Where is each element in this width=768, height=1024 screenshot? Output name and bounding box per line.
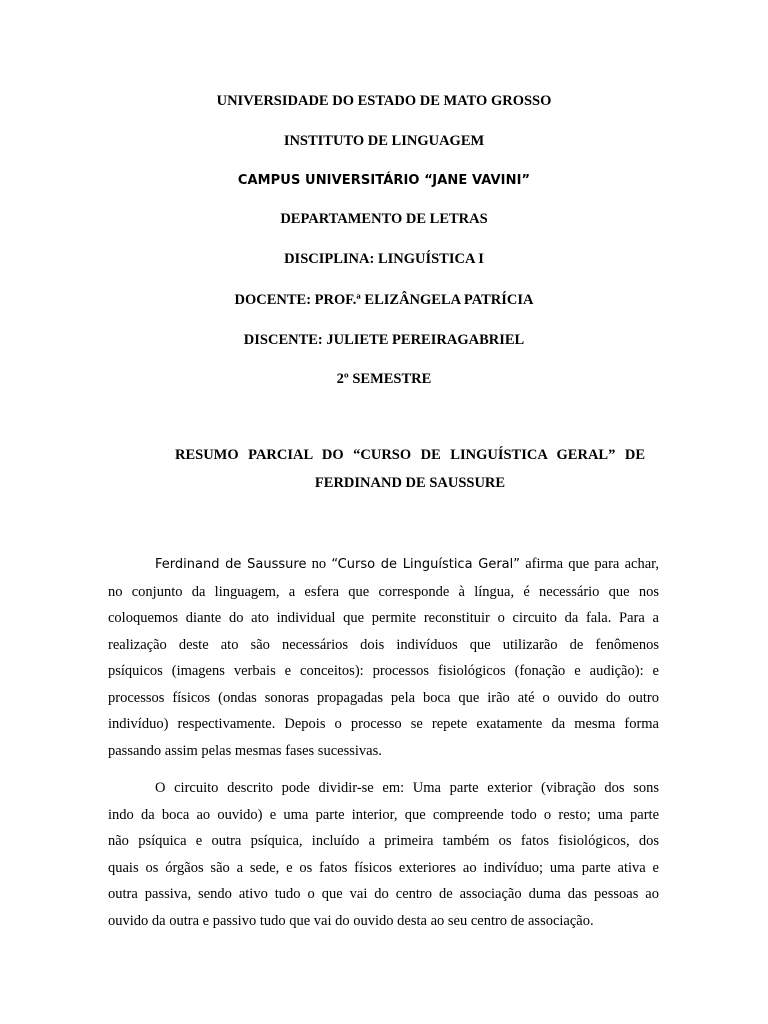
student-name: DISCENTE: JULIETE PEREIRAGABRIEL [243, 332, 525, 348]
paragraph-1-line: processos físicos (ondas sonoras propagadas pela boca que irão até o ouvido do outro [108, 689, 659, 706]
paragraph-1-line: no conjunto da linguagem, a esfera que corresponde à língua, é necessário que nos [108, 583, 659, 600]
department-name: DEPARTAMENTO DE LETRAS [280, 211, 488, 227]
paragraph-2-line: não psíquica e outra psíquica, incluído a primeira também os fatos fisiológicos, dos [108, 833, 659, 849]
paragraph-2-line: outra passiva, sendo ativo tudo o que vai do centro de associação duma das pessoas ao [108, 886, 659, 902]
paragraph-1-line: passando assim pelas mesmas fases sucessivas. [108, 742, 382, 759]
paragraph-2-line: ouvido da outra e passivo tudo que vai do ouvido desta ao seu centro de associação. [108, 912, 594, 929]
title-line-2: FERDINAND DE SAUSSURE [314, 475, 506, 491]
paragraph-2 [108, 775, 659, 934]
title-line-1: RESUMO PARCIAL DO “CURSO DE LINGUÍSTICA GERAL” DE [175, 447, 645, 463]
paragraph-1-line: psíquicos (imagens verbais e conceitos): processos fisiológicos (fonação e audição): e [108, 663, 659, 679]
paragraph-2-line: O circuito descrito pode dividir-se em: Uma parte exterior (vibração dos sons [155, 780, 659, 796]
paragraph-1 [108, 551, 659, 764]
paragraph-1-line: indivíduo) respectivamente. Depois o processo se repete exatamente da mesma forma [108, 716, 659, 732]
semester: 2º SEMESTRE [336, 371, 432, 387]
discipline-name: DISCIPLINA: LINGUÍSTICA I [284, 251, 484, 267]
institute-name: INSTITUTO DE LINGUAGEM [283, 133, 485, 149]
university-name: UNIVERSIDADE DO ESTADO DE MATO GROSSO [216, 93, 552, 109]
document-title [175, 441, 645, 497]
paragraph-1-line: Ferdinand de Saussure no “Curso de Linguística Geral” afirma que para achar, [155, 556, 660, 572]
paragraph-1-line: coloquemos diante do ato individual que permite reconstituir o circuito da fala. Para a [108, 610, 659, 626]
campus-name: CAMPUS UNIVERSITÁRIO “JANE VAVINI” [237, 173, 531, 188]
paragraph-2-line: quais os órgãos são a sede, e os fatos físicos exteriores ao indivíduo; uma parte ativa e [108, 859, 659, 876]
teacher-name: DOCENTE: PROF.ª ELIZÂNGELA PATRÍCIA [234, 292, 534, 308]
paragraph-2-line: indo da boca ao ouvido) e uma parte interior, que compreende todo o resto; uma parte [108, 806, 659, 823]
paragraph-1-line: realização deste ato são necessários dois indivíduos que utilizarão de fenômenos [108, 636, 659, 653]
